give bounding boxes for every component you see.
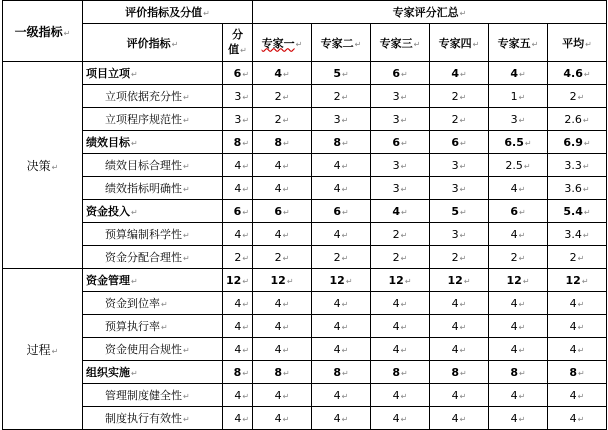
table-row — [3, 108, 607, 131]
expert-5-header: 专家五↵ — [489, 24, 548, 62]
score-cell: 4↵ — [223, 407, 253, 430]
score-cell: 2↵ — [223, 246, 253, 269]
indicator-name-cell: 资金到位率↵ — [83, 292, 223, 315]
indicator-name-cell: 管理制度健全性↵ — [83, 384, 223, 407]
average-cell: 4↵ — [548, 315, 607, 338]
table-row — [3, 384, 607, 407]
table-row — [3, 246, 607, 269]
average-cell: 2.6↵ — [548, 108, 607, 131]
table-row — [3, 62, 607, 85]
expert-score-cell: 2↵ — [253, 85, 312, 108]
expert-score-cell: 12↵ — [253, 269, 312, 292]
indicator-name-cell: 资金使用合规性↵ — [83, 338, 223, 361]
expert-score-cell: 4↵ — [253, 223, 312, 246]
indicator-name-cell: 绩效目标↵ — [83, 131, 223, 154]
expert-score-table — [2, 0, 607, 430]
score-cell: 4↵ — [223, 384, 253, 407]
table-row — [3, 361, 607, 384]
expert-score-cell: 4↵ — [371, 292, 430, 315]
expert-score-cell: 4↵ — [489, 62, 548, 85]
table-body — [3, 62, 607, 430]
expert-score-cell: 4↵ — [371, 407, 430, 430]
expert-score-cell: 4↵ — [312, 223, 371, 246]
expert-score-cell: 12↵ — [312, 269, 371, 292]
expert-3-header: 专家三↵ — [371, 24, 430, 62]
expert-score-cell: 6.5↵ — [489, 131, 548, 154]
expert-score-cell: 4↵ — [489, 223, 548, 246]
expert-score-cell: 6↵ — [371, 131, 430, 154]
expert-score-cell: 12↵ — [489, 269, 548, 292]
expert-score-cell: 2.5↵ — [489, 154, 548, 177]
expert-score-cell: 2↵ — [430, 246, 489, 269]
expert-score-cell: 4↵ — [312, 384, 371, 407]
expert-score-cell: 4↵ — [430, 292, 489, 315]
average-cell: 4↵ — [548, 292, 607, 315]
table-header — [3, 1, 607, 62]
expert-1-header: 专家一↵ — [253, 24, 312, 62]
average-cell: 3.3↵ — [548, 154, 607, 177]
expert-score-cell: 2↵ — [430, 108, 489, 131]
average-cell: 4↵ — [548, 407, 607, 430]
level1-header: 一级指标↵ — [3, 1, 83, 62]
average-cell: 3.6↵ — [548, 177, 607, 200]
table-row — [3, 223, 607, 246]
average-cell: 5.4↵ — [548, 200, 607, 223]
expert-score-cell: 1↵ — [489, 85, 548, 108]
expert-score-cell: 2↵ — [253, 246, 312, 269]
expert-score-cell: 4↵ — [253, 384, 312, 407]
score-cell: 4↵ — [223, 315, 253, 338]
expert-score-cell: 6↵ — [371, 62, 430, 85]
score-cell: 4↵ — [223, 177, 253, 200]
expert-score-cell: 4↵ — [312, 407, 371, 430]
average-cell: 4↵ — [548, 384, 607, 407]
expert-score-cell: 5↵ — [430, 200, 489, 223]
expert-score-cell: 3↵ — [312, 108, 371, 131]
expert-score-cell: 2↵ — [312, 85, 371, 108]
expert-score-cell: 4↵ — [253, 407, 312, 430]
table-row — [3, 85, 607, 108]
expert-score-cell: 3↵ — [430, 223, 489, 246]
expert-4-header: 专家四↵ — [430, 24, 489, 62]
indicator-name-cell: 制度执行有效性↵ — [83, 407, 223, 430]
expert-title-header: 专家评分汇总↵ — [253, 1, 607, 24]
score-cell: 3↵ — [223, 108, 253, 131]
indicator-name-cell: 资金投入↵ — [83, 200, 223, 223]
expert-score-cell: 3↵ — [371, 177, 430, 200]
expert-score-cell: 4↵ — [312, 154, 371, 177]
expert-score-cell: 4↵ — [489, 177, 548, 200]
expert-score-cell: 8↵ — [430, 361, 489, 384]
expert-score-cell: 3↵ — [430, 154, 489, 177]
level1-cell: 过程↵ — [3, 269, 83, 430]
expert-score-cell: 6↵ — [253, 200, 312, 223]
expert-score-cell: 3↵ — [371, 154, 430, 177]
expert-score-cell: 3↵ — [430, 177, 489, 200]
score-cell: 4↵ — [223, 154, 253, 177]
expert-score-cell: 2↵ — [253, 108, 312, 131]
expert-score-cell: 12↵ — [371, 269, 430, 292]
indicator-name-cell: 资金分配合理性↵ — [83, 246, 223, 269]
indicator-name-cell: 项目立项↵ — [83, 62, 223, 85]
table-row — [3, 177, 607, 200]
expert-score-cell: 4↵ — [312, 292, 371, 315]
average-cell: 4.6↵ — [548, 62, 607, 85]
indicator-name-cell: 立项依据充分性↵ — [83, 85, 223, 108]
expert-score-cell: 4↵ — [253, 154, 312, 177]
expert-score-cell: 8↵ — [253, 131, 312, 154]
expert-score-cell: 4↵ — [253, 62, 312, 85]
average-cell: 4↵ — [548, 338, 607, 361]
expert-score-cell: 5↵ — [312, 62, 371, 85]
expert-score-cell: 8↵ — [312, 131, 371, 154]
score-cell: 3↵ — [223, 85, 253, 108]
expert-score-cell: 3↵ — [371, 108, 430, 131]
score-cell: 4↵ — [223, 338, 253, 361]
expert-score-cell: 2↵ — [371, 223, 430, 246]
indicator-name-cell: 绩效指标明确性↵ — [83, 177, 223, 200]
expert-score-cell: 4↵ — [489, 315, 548, 338]
expert-score-cell: 4↵ — [253, 177, 312, 200]
expert-score-cell: 3↵ — [489, 108, 548, 131]
table-row — [3, 200, 607, 223]
expert-score-cell: 4↵ — [371, 200, 430, 223]
expert-score-cell: 8↵ — [489, 361, 548, 384]
expert-score-cell: 3↵ — [371, 85, 430, 108]
level1-cell: 决策↵ — [3, 62, 83, 269]
expert-score-cell: 6↵ — [489, 200, 548, 223]
average-cell: 3.4↵ — [548, 223, 607, 246]
expert-score-cell: 2↵ — [312, 246, 371, 269]
indicator-name-cell: 预算执行率↵ — [83, 315, 223, 338]
expert-score-cell: 4↵ — [430, 315, 489, 338]
score-cell: 6↵ — [223, 62, 253, 85]
indicator-name-cell: 预算编制科学性↵ — [83, 223, 223, 246]
expert-score-cell: 4↵ — [430, 62, 489, 85]
expert-score-cell: 8↵ — [253, 361, 312, 384]
expert-score-cell: 4↵ — [371, 384, 430, 407]
table-row — [3, 292, 607, 315]
table-row — [3, 269, 607, 292]
indicator-header: 评价指标↵ — [83, 24, 223, 62]
indicator-name-cell: 组织实施↵ — [83, 361, 223, 384]
average-cell: 2↵ — [548, 246, 607, 269]
score-cell: 4↵ — [223, 223, 253, 246]
table-row — [3, 131, 607, 154]
expert-score-cell: 4↵ — [371, 338, 430, 361]
expert-score-cell: 4↵ — [489, 384, 548, 407]
score-cell: 12↵ — [223, 269, 253, 292]
expert-score-cell: 4↵ — [312, 315, 371, 338]
expert-2-header: 专家二↵ — [312, 24, 371, 62]
average-cell: 8↵ — [548, 361, 607, 384]
group-title-header: 评价指标及分值↵ — [83, 1, 253, 24]
score-cell: 6↵ — [223, 200, 253, 223]
indicator-name-cell: 资金管理↵ — [83, 269, 223, 292]
expert-score-cell: 6↵ — [312, 200, 371, 223]
expert-score-cell: 2↵ — [430, 85, 489, 108]
average-header: 平均↵ — [548, 24, 607, 62]
expert-score-cell: 4↵ — [489, 292, 548, 315]
expert-score-cell: 12↵ — [430, 269, 489, 292]
score-cell: 4↵ — [223, 292, 253, 315]
average-cell: 2↵ — [548, 85, 607, 108]
expert-score-cell: 2↵ — [489, 246, 548, 269]
average-cell: 6.9↵ — [548, 131, 607, 154]
table-row — [3, 315, 607, 338]
expert-score-cell: 4↵ — [312, 177, 371, 200]
expert-score-cell: 4↵ — [253, 338, 312, 361]
expert-score-cell: 4↵ — [489, 338, 548, 361]
table-row — [3, 407, 607, 430]
expert-score-cell: 4↵ — [430, 384, 489, 407]
score-cell: 8↵ — [223, 131, 253, 154]
indicator-name-cell: 立项程序规范性↵ — [83, 108, 223, 131]
expert-score-cell: 8↵ — [312, 361, 371, 384]
table-row — [3, 338, 607, 361]
expert-score-cell: 4↵ — [489, 407, 548, 430]
expert-score-cell: 2↵ — [371, 246, 430, 269]
score-cell: 8↵ — [223, 361, 253, 384]
expert-score-cell: 4↵ — [430, 407, 489, 430]
average-cell: 12↵ — [548, 269, 607, 292]
score-header: 分 值↵ — [223, 24, 253, 62]
expert-score-cell: 4↵ — [253, 292, 312, 315]
expert-score-cell: 8↵ — [371, 361, 430, 384]
expert-score-cell: 4↵ — [312, 338, 371, 361]
expert-score-cell: 4↵ — [430, 338, 489, 361]
indicator-name-cell: 绩效目标合理性↵ — [83, 154, 223, 177]
expert-score-cell: 4↵ — [253, 315, 312, 338]
table-row — [3, 154, 607, 177]
expert-score-cell: 4↵ — [371, 315, 430, 338]
expert-score-cell: 6↵ — [430, 131, 489, 154]
